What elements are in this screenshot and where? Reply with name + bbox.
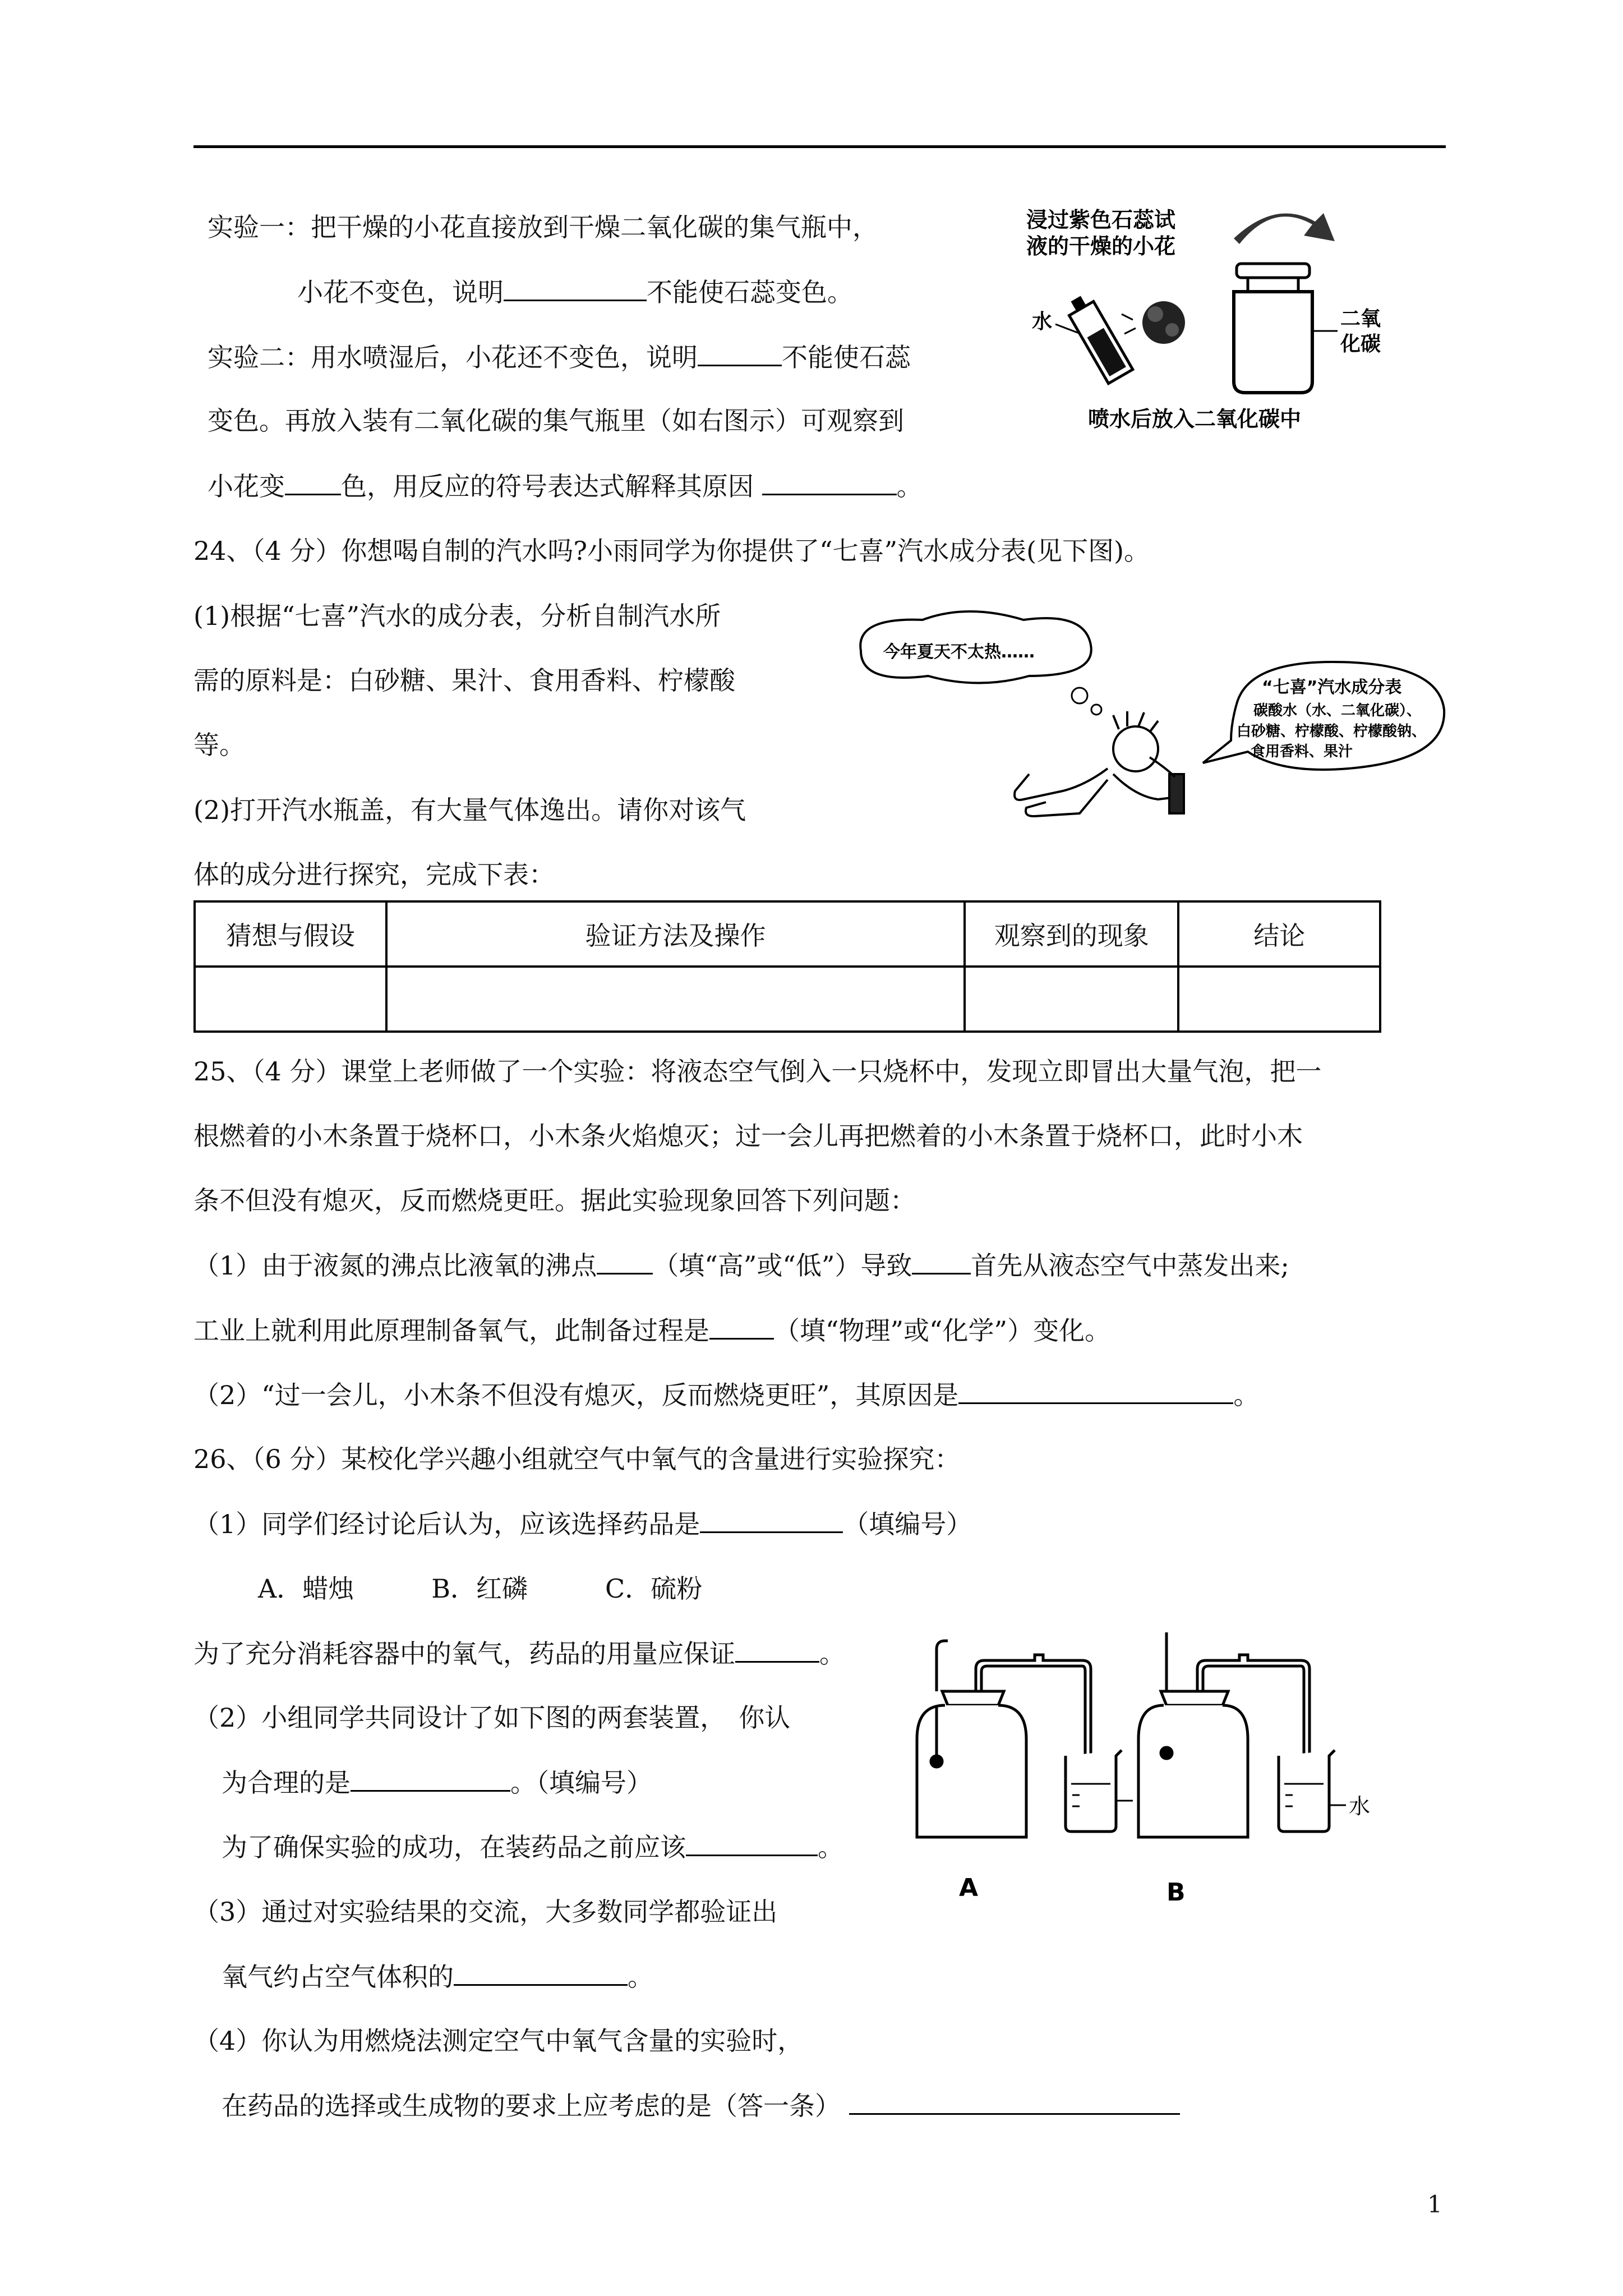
q25-line3: 条不但没有熄灭，反而燃烧更旺。据此实验现象回答下列问题：	[193, 1185, 916, 1216]
figure-label-water: 水	[1032, 310, 1053, 333]
q26-p4-line2: 在药品的选择或生成物的要求上应考虑的是（答一条）	[222, 2088, 1180, 2123]
answer-blank[interactable]	[700, 1507, 843, 1533]
q26-p1-line3: 为了充分消耗容器中的氧气，药品的用量应保证 。	[193, 1636, 845, 1671]
water-label-b: 水	[1349, 1794, 1371, 1819]
q26-p3-line2: 氧气约占空气体积的 。	[222, 1959, 653, 1994]
arrow-icon	[1234, 213, 1335, 244]
q23-exp1-line2: 小花不变色，说明 不能使石蕊变色。	[297, 275, 853, 309]
q24-stem: 24、（4 分）你想喝自制的汽水吗?小雨同学为你提供了“七喜”汽水成分表(见下图)。	[193, 536, 1150, 566]
spray-bottle-icon	[1064, 292, 1133, 384]
gas-jar-icon	[1234, 264, 1312, 393]
q23-exp2-line2: 变色。再放入装有二氧化碳的集气瓶里（如右图示）可观察到	[208, 406, 904, 436]
answer-blank[interactable]	[912, 1248, 971, 1274]
q24-p1-line1: (1)根据“七喜”汽水的成分表，分析自制汽水所	[193, 601, 721, 631]
apparatus-figure	[914, 1627, 1385, 1930]
table-cell[interactable]	[965, 967, 1178, 1032]
figure-caption-top-1: 浸过紫色石蕊试	[1026, 208, 1176, 232]
table-header: 猜想与假设	[195, 901, 386, 967]
apparatus-b	[1138, 1632, 1346, 1837]
q24-p2-line1: (2)打开汽水瓶盖，有大量气体逸出。请你对该气	[193, 795, 746, 825]
q25-p1-line1: （1）由于液氮的沸点比液氧的沸点 （填“高”或“低”）导致 首先从液态空气中蒸发出来;	[193, 1248, 1289, 1282]
q23-exp2-line3: 小花变 色，用反应的符号表达式解释其原因 。	[208, 469, 923, 503]
q26-p3-line1: （3）通过对实验结果的交流，大多数同学都验证出	[193, 1897, 778, 1927]
q26-p4-line1: （4）你认为用燃烧法测定空气中氧气含量的实验时，	[193, 2026, 804, 2056]
answer-blank[interactable]	[504, 275, 647, 301]
answer-blank[interactable]	[958, 1378, 1233, 1404]
q25-p1-line2: 工业上就利用此原理制备氧气，此制备过程是 （填“物理”或“化学”）变化。	[193, 1313, 1110, 1347]
answer-blank[interactable]	[285, 469, 341, 495]
table-header: 验证方法及操作	[386, 901, 965, 967]
answer-blank[interactable]	[762, 469, 897, 495]
q26-options: A．蜡烛 B．红磷 C．硫粉	[258, 1573, 703, 1604]
answer-blank[interactable]	[709, 1313, 774, 1340]
q24-p1-line3: 等。	[193, 730, 245, 760]
q26-stem: 26、（6 分）某校化学兴趣小组就空气中氧气的含量进行实验探究：	[193, 1444, 961, 1474]
q25-line1: 25、（4 分）课堂上老师做了一个实验：将液态空气倒入一只烧杯中，发现立即冒出大量气泡，把一	[193, 1056, 1322, 1087]
q26-p2-line1: （2）小组同学共同设计了如下图的两套装置， 你认	[193, 1703, 791, 1733]
table-header: 观察到的现象	[965, 901, 1178, 967]
answer-blank[interactable]	[454, 1959, 628, 1986]
q26-p2-line3: 为了确保实验的成功，在装药品之前应该 。	[222, 1830, 843, 1864]
answer-blank[interactable]	[735, 1636, 819, 1663]
answer-blank[interactable]	[698, 340, 782, 366]
answer-blank[interactable]	[597, 1248, 653, 1274]
bubble1-text: 今年夏天不太热……	[883, 642, 1035, 662]
flower-co2-figure	[1021, 202, 1402, 438]
bubble2-line2: 碳酸水（水、二氧化碳）、	[1253, 702, 1422, 719]
q23-exp2-line1: 实验二：用水喷湿后，小花还不变色，说明 不能使石蕊	[208, 340, 911, 374]
person-drinking-icon	[1015, 711, 1184, 816]
q24-p1-line2: 需的原料是：白砂糖、果汁、食用香料、柠檬酸	[193, 665, 735, 696]
figure-caption-top-2: 液的干燥的小花	[1026, 234, 1176, 259]
flower-icon	[1142, 301, 1185, 344]
table-cell[interactable]	[386, 967, 965, 1032]
bubble2-line4: 食用香料、果汁	[1251, 743, 1353, 760]
bubble2-line1: “七喜”汽水成分表	[1262, 678, 1402, 697]
figure-label-co2-2: 化碳	[1340, 333, 1381, 356]
table-header: 结论	[1178, 901, 1380, 967]
answer-blank[interactable]	[849, 2088, 1180, 2115]
q25-p2: （2）“过一会儿，小木条不但没有熄灭，反而燃烧更旺”，其原因是 。	[193, 1378, 1259, 1412]
label-a: A	[959, 1874, 979, 1902]
table-cell[interactable]	[1178, 967, 1380, 1032]
answer-blank[interactable]	[351, 1765, 510, 1792]
q24-p2-line2: 体的成分进行探究，完成下表：	[193, 859, 555, 890]
bubble2-line3: 白砂糖、柠檬酸、柠檬酸钠、	[1237, 723, 1427, 740]
label-b: B	[1166, 1878, 1186, 1907]
page-number: 1	[1427, 2191, 1442, 2218]
q25-line2: 根燃着的小木条置于烧杯口，小木条火焰熄灭；过一会儿再把燃着的小木条置于烧杯口，此时小木	[193, 1121, 1303, 1151]
q26-p2-line2: 为合理的是 。（填编号）	[222, 1765, 652, 1800]
figure-caption-bottom: 喷水后放入二氧化碳中	[1088, 407, 1302, 431]
cartoon-figure	[844, 606, 1472, 830]
answer-blank[interactable]	[686, 1830, 818, 1856]
q26-p1-line1: （1）同学们经讨论后认为，应该选择药品是 （填编号）	[193, 1507, 972, 1541]
q23-exp1-line1: 实验一：把干燥的小花直接放到干燥二氧化碳的集气瓶中，	[208, 212, 878, 242]
header-rule	[193, 145, 1446, 148]
table-cell[interactable]	[195, 967, 386, 1032]
gas-investigation-table	[193, 900, 1381, 1033]
figure-label-co2-1: 二氧	[1340, 307, 1381, 330]
apparatus-a	[917, 1641, 1133, 1837]
